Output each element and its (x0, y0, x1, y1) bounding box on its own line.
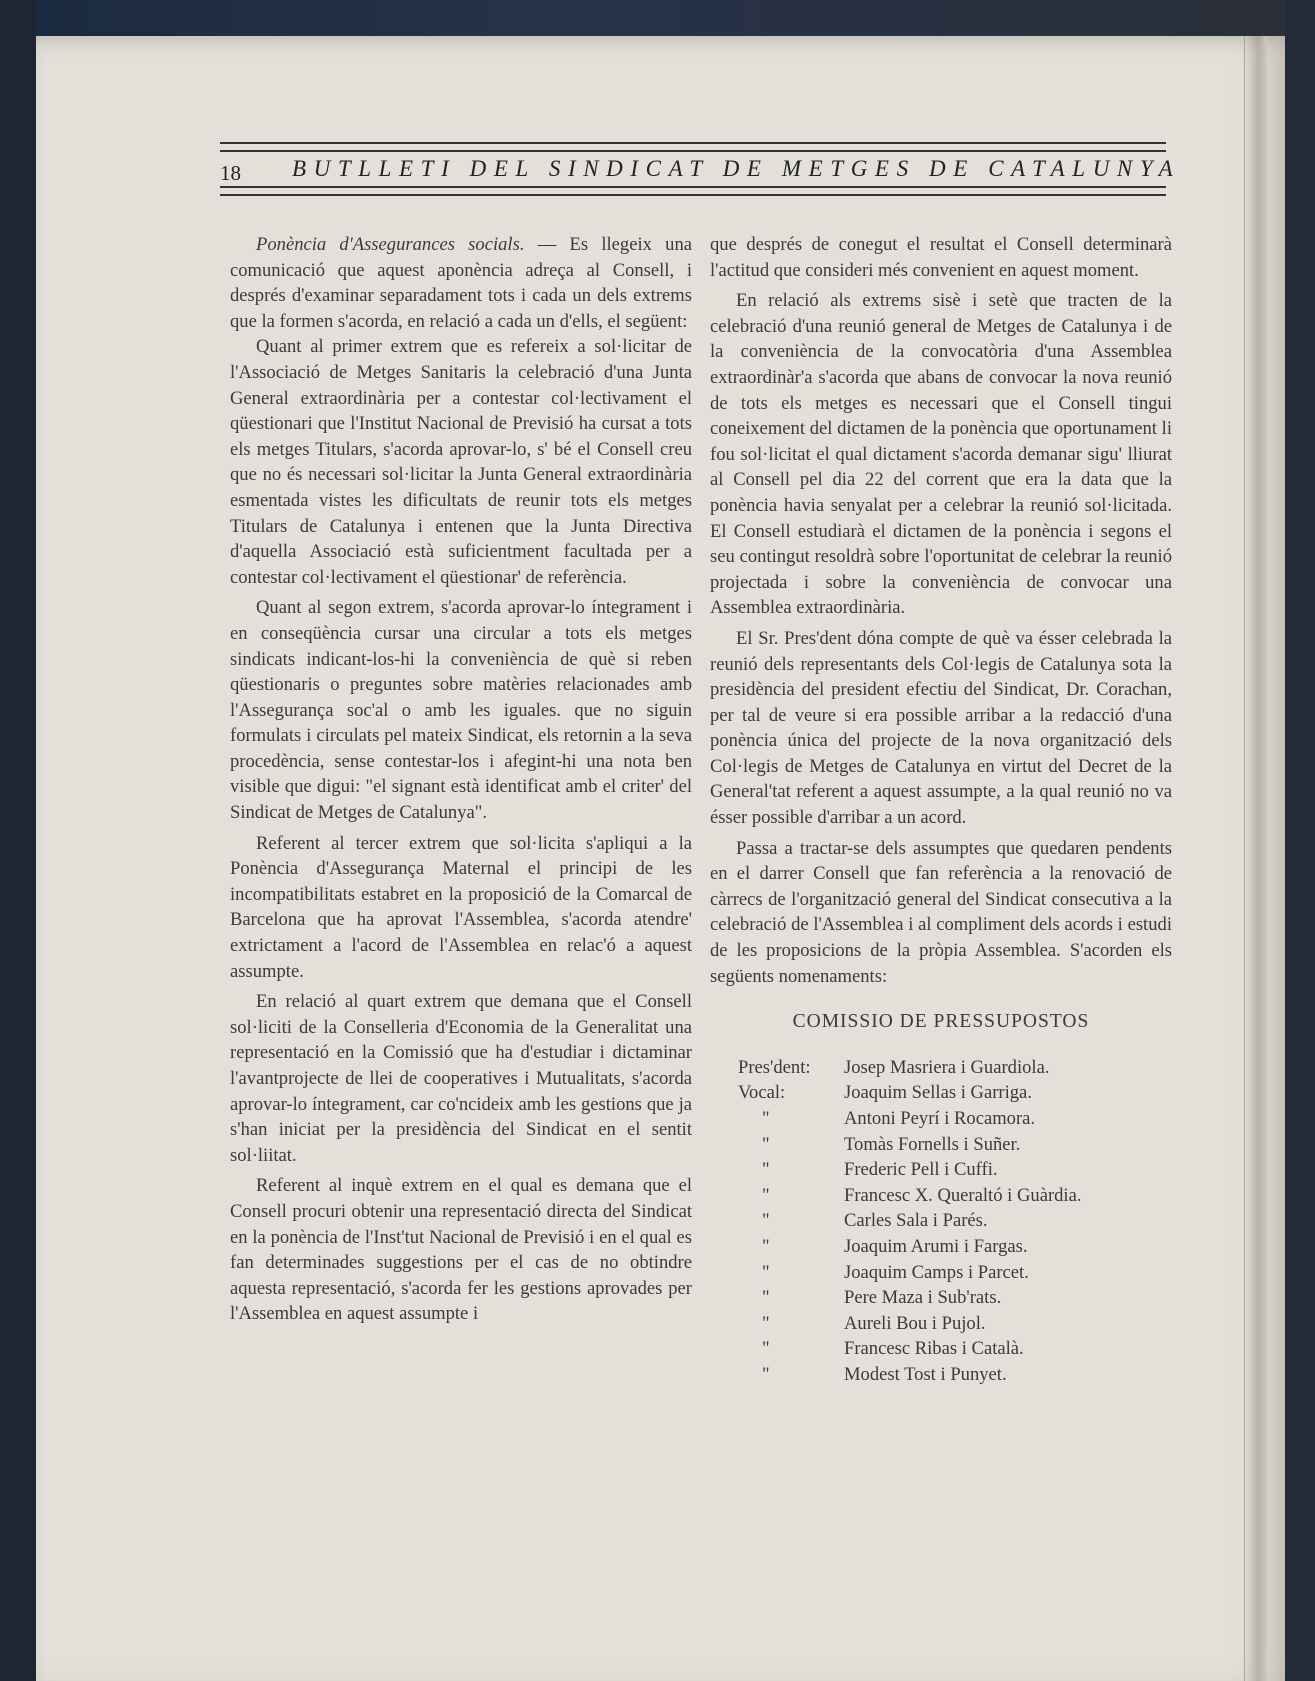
roster-role: Pres'dent: (738, 1056, 811, 1078)
paragraph: Quant al segon extrem, s'acorda aprovar-lo íntegrament i en conseqüència cursar una circular a tots els metges sindicats indicant-los-hi la conveniència de què si reben qüestionaris o preguntes sobre matèries relacionades amb l'Assegurança soc'al o amb les iguales. que no siguin formulats i circulats pel mateix Sindicat, els retornin a la seva procedència, sense contestar-los i afegint-hi una nota ben visible que digui: "el signant està identificat amb el criter' del Sindicat de Metges de Catalunya". (230, 597, 692, 824)
roster-name: Joaquim Sellas i Garriga. (844, 1082, 1032, 1104)
roster-role: " (762, 1312, 770, 1334)
running-title: BUTLLETI DEL SINDICAT DE METGES DE CATALUNYA (292, 156, 1181, 181)
scan-background-right (1285, 0, 1315, 1681)
roster-row (738, 1208, 1172, 1234)
roster-name: Francesc X. Queraltó i Guàrdia. (844, 1184, 1082, 1206)
roster-role: " (762, 1235, 770, 1257)
page-edge (1244, 36, 1267, 1681)
roster-name: Modest Tost i Punyet. (844, 1363, 1007, 1385)
committee-roster (738, 1055, 1172, 1388)
roster-name: Tomàs Fornells i Suñer. (844, 1133, 1021, 1155)
paragraph: En relació als extrems sisè i setè que tracten de la celebració d'una reunió general de Metges de Catalunya i de la conveniència de la convocatòria d'una Assemblea extraordinàr'a s'acorda que abans de convocar la nova reunió de tots els metges es necessari que el Consell tingui coneixement del dictamen de la ponència que oportunament li fou sol·licitat el qual dictament s'acorda demanar sigu' lliurat al Consell pel dia 22 del corrent que era la data que la ponència havia senyalat per a celebrar la reunió sol·licitada. El Consell estudiarà el dictamen de la ponència i segons el seu contingut resoldrà sobre l'oportunitat de celebrar la reunió projectada i sobre la conveniència de convocar una Assemblea extraordinària. (710, 290, 1172, 619)
roster-role: " (762, 1338, 770, 1360)
paragraph: En relació al quart extrem que demana que el Consell sol·liciti de la Conselleria d'Economia de la Generalitat una representació en la Comissió que ha d'estudiar i dictaminar l'avantprojecte de llei de cooperatives i Mutualitats, s'acorda aprovar-lo íntegrament, car co'ncideix amb les gestions que ja s'han iniciat per la presidència del Sindicat en el sentit sol·liitat. (230, 991, 692, 1166)
roster-row (738, 1055, 1172, 1081)
left-column (230, 232, 692, 1332)
roster-row (738, 1336, 1172, 1362)
roster-name: Joaquim Arumi i Fargas. (844, 1235, 1028, 1257)
roster-name: Francesc Ribas i Català. (844, 1338, 1024, 1360)
paragraph: Referent al inquè extrem en el qual es demana que el Consell procuri obtenir una representació directa del Sindicat en la ponència de l'Inst'tut Nacional de Previsió i en el qual es fan determinades suggestions per el cas de no obtindre aquesta representació, s'acorda fer les gestions aprovades per l'Assemblea en aquest assumpte i (230, 1175, 692, 1325)
roster-row (738, 1080, 1172, 1106)
paragraph: Referent al tercer extrem que sol·licita s'apliqui a la Ponència d'Assegurança Maternal el principi de les incompatibilitats estabret en la proposició de la Comarcal de Barcelona que ha aprovat l'Assemblea, s'acorda atendre' extrictament a l'acord de l'Assemblea en relac'ó a aquest assumpte. (230, 832, 692, 982)
roster-row (738, 1157, 1172, 1183)
scan-background-left (0, 0, 36, 1681)
header-rule-top (220, 142, 1166, 152)
roster-role: " (762, 1108, 770, 1129)
roster-row (738, 1132, 1172, 1158)
roster-row (738, 1311, 1172, 1337)
roster-role: " (762, 1210, 770, 1232)
paragraph: que després de conegut el resultat el Consell determinarà l'actitud que consideri més convenient en aquest moment. (710, 234, 1172, 281)
roster-row (738, 1260, 1172, 1286)
roster-role: " (762, 1363, 770, 1385)
roster-role: " (762, 1261, 770, 1283)
roster-name: Aureli Bou i Pujol. (844, 1312, 986, 1334)
section-heading: COMISSIO DE PRESSUPOSTOS (792, 1011, 1090, 1033)
paragraph: Passa a tractar-se dels assumptes que quedaren pendents en el darrer Consell que fan referència a la renovació de càrrecs de l'organització general del Sindicat consecutiva a la celebració de l'Assemblea i al compliment dels acords i estudi de les proposicions de la pròpia Assemblea. S'acorden els següents nomenaments: (710, 837, 1172, 987)
roster-row (738, 1183, 1172, 1209)
paragraph: El Sr. Pres'dent dóna compte de què va ésser celebrada la reunió dels representants dels Col·legis de Catalunya sota la presidència del president efectiu del Sindicat, Dr. Corachan, per tal de veure si era possible arribar a la redacció d'una ponència única del projecte de la nova organització dels Col·legis de Metges de Catalunya en virtut del Decret de la General'tat referent a aquest assumpte, a la qual reunió no va ésser possible d'arribar a un acord. (710, 627, 1172, 829)
roster-role: " (762, 1159, 770, 1181)
roster-name: Carles Sala i Parés. (844, 1210, 988, 1232)
roster-row (738, 1362, 1172, 1388)
roster-name: Frederic Pell i Cuffi. (844, 1159, 998, 1181)
paragraph: Quant al primer extrem que es refereix a sol·licitar de l'Associació de Metges Sanitaris la celebració d'una Junta General extraordinària per a contestar col·lectivament el qüestionari que l'Institut Nacional de Previsió ha cursat a tots els metges Titulars, s'acorda aprovar-lo, s' bé el Consell creu que no és necessari sol·licitar la Junta General extraordinària esmentada vistes les dificultats de reunir tots els metges Titulars de Catalunya i entenen que la Junta Directiva d'aquella Associació està suficientment facultada per a contestar col·lectivament el qüestionar' de referència. (230, 336, 692, 588)
page-number: 18 (220, 161, 241, 185)
right-column (710, 232, 1172, 1388)
paragraph-lead: Ponència d'Assegurances socials. (256, 234, 525, 255)
roster-name: Pere Maza i Sub'rats. (844, 1287, 1002, 1309)
roster-name: Joaquim Camps i Parcet. (844, 1261, 1029, 1283)
roster-row (738, 1106, 1172, 1132)
roster-name: Josep Masriera i Guardiola. (844, 1056, 1050, 1078)
paragraph-body: — Es llegeix una comunicació que aquest aponència adreça al Consell, i després d'examinar separadament tots i cada un dels extrems que la formen s'acorda, en relació a cada un d'ells, el següent: (230, 234, 692, 332)
roster-role: " (762, 1133, 770, 1155)
roster-role: " (762, 1287, 770, 1309)
paragraph (230, 232, 692, 334)
roster-role: " (762, 1184, 770, 1206)
roster-name: Antoni Peyrí i Rocamora. (844, 1108, 1036, 1129)
header-rule-bottom (220, 186, 1166, 196)
roster-row (738, 1234, 1172, 1260)
roster-row (738, 1285, 1172, 1311)
roster-role: Vocal: (738, 1082, 786, 1104)
